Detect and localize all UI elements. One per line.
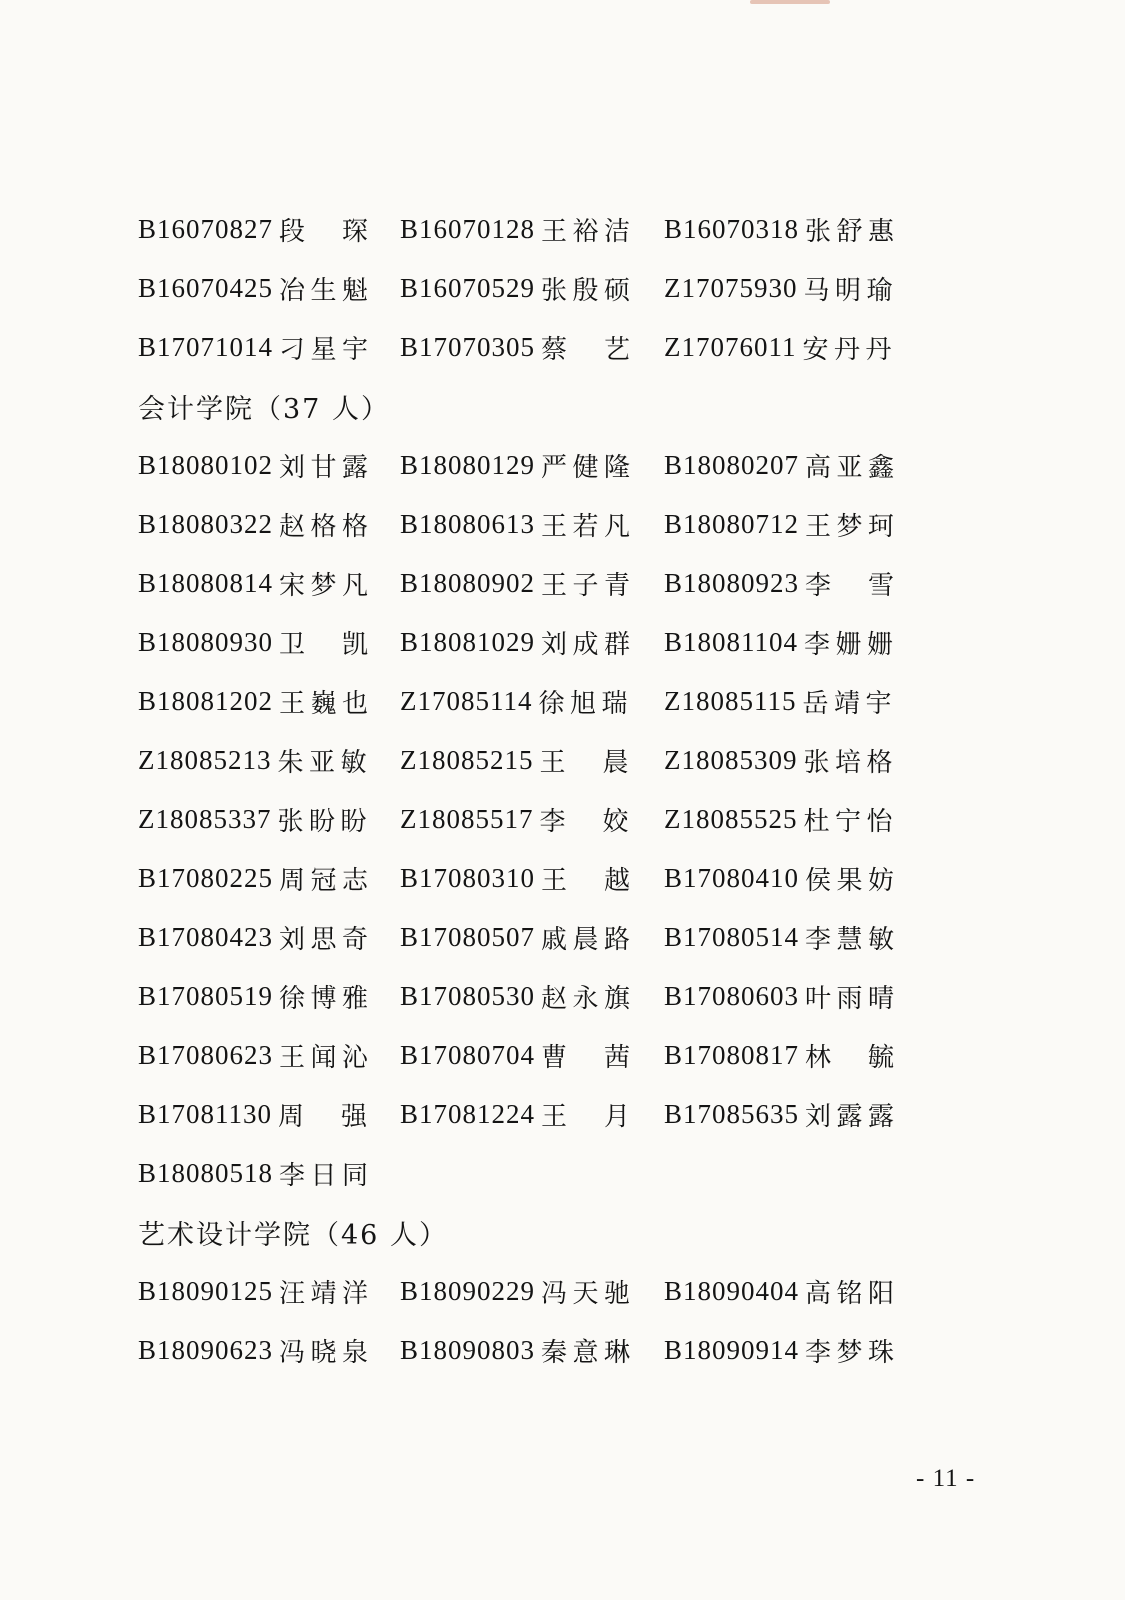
student-name: 卫 凯 xyxy=(279,630,370,660)
student-entry xyxy=(138,447,400,484)
student-name: 刁星宇 xyxy=(279,335,370,365)
student-id: B17080519 xyxy=(138,981,274,1011)
student-name: 王子青 xyxy=(541,571,632,601)
student-entry xyxy=(138,211,400,248)
student-id: Z18085115 xyxy=(664,686,797,716)
student-entry xyxy=(664,211,904,248)
student-id: B18080814 xyxy=(138,568,274,598)
student-entry xyxy=(400,1332,664,1369)
student-entry xyxy=(664,270,904,307)
student-name: 曹 茜 xyxy=(541,1043,632,1073)
student-entry xyxy=(400,1273,664,1310)
student-id: B18090404 xyxy=(664,1276,800,1306)
student-entry xyxy=(138,1096,400,1133)
student-id: B18090125 xyxy=(138,1276,274,1306)
student-entry xyxy=(400,683,664,720)
student-id: B18080923 xyxy=(664,568,800,598)
student-id: B17080310 xyxy=(400,863,536,893)
student-id: B16070318 xyxy=(664,214,800,244)
student-name: 王 晨 xyxy=(539,748,630,778)
student-name: 李慧敏 xyxy=(805,925,896,955)
student-name: 冯天驰 xyxy=(541,1279,632,1309)
student-entry xyxy=(400,919,664,956)
student-entry xyxy=(664,742,904,779)
student-id: Z18085525 xyxy=(664,804,798,834)
student-name: 徐旭瑞 xyxy=(538,689,629,719)
student-id: B17085635 xyxy=(664,1099,800,1129)
section-heading: 艺术设计学院（46 人） xyxy=(138,1220,448,1251)
student-entry xyxy=(664,683,904,720)
student-name: 叶雨晴 xyxy=(805,984,896,1014)
student-entry xyxy=(664,624,904,661)
student-name: 刘露露 xyxy=(805,1102,896,1132)
student-name: 高亚鑫 xyxy=(805,453,896,483)
student-entry xyxy=(138,742,400,779)
student-id: B18090623 xyxy=(138,1335,274,1365)
student-row xyxy=(138,1262,918,1321)
student-name: 王闻沁 xyxy=(279,1043,370,1073)
student-name: 王裕洁 xyxy=(541,217,632,247)
student-entry xyxy=(138,860,400,897)
student-name: 李日同 xyxy=(279,1161,370,1191)
student-name: 冯晓泉 xyxy=(279,1338,370,1368)
student-name: 戚晨路 xyxy=(541,925,632,955)
student-name: 岳靖宇 xyxy=(802,689,893,719)
student-row xyxy=(138,1026,918,1085)
student-entry xyxy=(138,1273,400,1310)
student-name: 张舒惠 xyxy=(805,217,896,247)
student-id: Z18085337 xyxy=(138,804,272,834)
student-entry xyxy=(400,742,664,779)
student-row xyxy=(138,849,918,908)
student-entry xyxy=(664,1096,904,1133)
student-id: B17070305 xyxy=(400,332,536,362)
student-entry xyxy=(138,801,400,838)
student-name: 侯果妨 xyxy=(805,866,896,896)
student-entry xyxy=(664,919,904,956)
student-entry xyxy=(138,978,400,1015)
student-row xyxy=(138,1321,918,1380)
student-name: 林 毓 xyxy=(805,1043,896,1073)
student-entry xyxy=(664,447,904,484)
student-id: Z17076011 xyxy=(664,332,797,362)
student-id: B17080704 xyxy=(400,1040,536,1070)
student-name: 张培格 xyxy=(803,748,894,778)
student-entry xyxy=(138,919,400,956)
scan-stamp-mark xyxy=(750,0,830,4)
student-entry xyxy=(664,1037,904,1074)
student-id: Z18085517 xyxy=(400,804,534,834)
student-id: B18080518 xyxy=(138,1158,274,1188)
student-entry xyxy=(400,447,664,484)
student-row xyxy=(138,908,918,967)
student-entry xyxy=(138,1155,400,1192)
student-name: 蔡 艺 xyxy=(541,335,632,365)
student-id: B17080514 xyxy=(664,922,800,952)
page-number: - 11 - xyxy=(916,1465,976,1492)
student-name: 朱亚敏 xyxy=(277,748,368,778)
student-name: 安丹丹 xyxy=(802,335,893,365)
student-id: B16070529 xyxy=(400,273,536,303)
student-id: B18081029 xyxy=(400,627,536,657)
student-name: 王若凡 xyxy=(541,512,632,542)
student-id: Z18085215 xyxy=(400,745,534,775)
student-row xyxy=(138,318,918,377)
student-name: 李梦珠 xyxy=(805,1338,896,1368)
student-name: 李姗姗 xyxy=(804,630,895,660)
student-row xyxy=(138,790,918,849)
student-id: B16070827 xyxy=(138,214,274,244)
student-id: B17080507 xyxy=(400,922,536,952)
student-row xyxy=(138,495,918,554)
student-id: B18080129 xyxy=(400,450,536,480)
student-entry xyxy=(400,211,664,248)
student-id: B18080902 xyxy=(400,568,536,598)
student-id: B16070425 xyxy=(138,273,274,303)
student-id: Z18085309 xyxy=(664,745,798,775)
student-name: 周冠志 xyxy=(279,866,370,896)
student-id: B18081104 xyxy=(664,627,799,657)
student-name: 张殷硕 xyxy=(541,276,632,306)
student-entry xyxy=(400,978,664,1015)
student-name: 赵永旗 xyxy=(541,984,632,1014)
student-name: 杜宁怡 xyxy=(803,807,894,837)
student-name: 秦意琳 xyxy=(541,1338,632,1368)
student-name: 宋梦凡 xyxy=(279,571,370,601)
student-id: B18080613 xyxy=(400,509,536,539)
student-id: B17080817 xyxy=(664,1040,800,1070)
student-entry xyxy=(400,565,664,602)
student-entry xyxy=(400,506,664,543)
student-row xyxy=(138,1085,918,1144)
student-row xyxy=(138,613,918,672)
student-row xyxy=(138,672,918,731)
student-id: B17081130 xyxy=(138,1099,273,1129)
student-id: B17081224 xyxy=(400,1099,536,1129)
student-entry xyxy=(400,1037,664,1074)
student-entry xyxy=(138,329,400,366)
section-heading: 会计学院（37 人） xyxy=(138,394,390,425)
student-id: Z17075930 xyxy=(664,273,798,303)
student-id: B17071014 xyxy=(138,332,274,362)
student-entry xyxy=(138,270,400,307)
student-name: 刘思奇 xyxy=(279,925,370,955)
student-id: B16070128 xyxy=(400,214,536,244)
student-name: 刘甘露 xyxy=(279,453,370,483)
student-id: B17080530 xyxy=(400,981,536,1011)
student-name: 王巍也 xyxy=(279,689,370,719)
student-id: B18080322 xyxy=(138,509,274,539)
student-entry xyxy=(664,565,904,602)
student-row xyxy=(138,436,918,495)
student-id: B18080102 xyxy=(138,450,274,480)
student-entry xyxy=(138,624,400,661)
student-entry xyxy=(400,801,664,838)
student-name: 周 强 xyxy=(278,1102,369,1132)
student-name: 汪靖洋 xyxy=(279,1279,370,1309)
student-entry xyxy=(138,1037,400,1074)
student-id: B18080712 xyxy=(664,509,800,539)
student-entry xyxy=(400,1096,664,1133)
student-row xyxy=(138,200,918,259)
student-name: 王梦珂 xyxy=(805,512,896,542)
student-entry xyxy=(664,1332,904,1369)
student-name: 王 越 xyxy=(541,866,632,896)
student-entry xyxy=(400,270,664,307)
student-name: 高铭阳 xyxy=(805,1279,896,1309)
student-name: 严健隆 xyxy=(541,453,632,483)
student-entry xyxy=(400,624,664,661)
student-name: 刘成群 xyxy=(541,630,632,660)
student-entry xyxy=(400,329,664,366)
student-id: B17080423 xyxy=(138,922,274,952)
student-row xyxy=(138,259,918,318)
student-row xyxy=(138,731,918,790)
student-entry xyxy=(664,1273,904,1310)
student-name: 张盼盼 xyxy=(277,807,368,837)
student-name: 马明瑜 xyxy=(803,276,894,306)
student-id: B17080225 xyxy=(138,863,274,893)
student-entry xyxy=(138,1332,400,1369)
student-id: B18080930 xyxy=(138,627,274,657)
student-entry xyxy=(400,860,664,897)
student-entry xyxy=(138,506,400,543)
student-list xyxy=(138,200,918,1380)
student-id: Z17085114 xyxy=(400,686,533,716)
student-id: B17080603 xyxy=(664,981,800,1011)
student-row xyxy=(138,554,918,613)
student-id: Z18085213 xyxy=(138,745,272,775)
student-name: 李 雪 xyxy=(805,571,896,601)
student-name: 王 月 xyxy=(541,1102,632,1132)
student-entry xyxy=(664,329,904,366)
student-entry xyxy=(664,801,904,838)
student-id: B17080623 xyxy=(138,1040,274,1070)
student-entry xyxy=(664,860,904,897)
student-id: B18081202 xyxy=(138,686,274,716)
student-entry xyxy=(138,565,400,602)
student-name: 赵格格 xyxy=(279,512,370,542)
student-entry xyxy=(664,978,904,1015)
student-id: B17080410 xyxy=(664,863,800,893)
student-id: B18090229 xyxy=(400,1276,536,1306)
student-entry xyxy=(138,683,400,720)
student-id: B18080207 xyxy=(664,450,800,480)
student-row xyxy=(138,967,918,1026)
student-name: 徐博雅 xyxy=(279,984,370,1014)
student-row xyxy=(138,1144,918,1203)
student-name: 冶生魁 xyxy=(279,276,370,306)
student-id: B18090914 xyxy=(664,1335,800,1365)
student-name: 段 琛 xyxy=(279,217,370,247)
student-name: 李 姣 xyxy=(539,807,630,837)
student-id: B18090803 xyxy=(400,1335,536,1365)
student-entry xyxy=(664,506,904,543)
